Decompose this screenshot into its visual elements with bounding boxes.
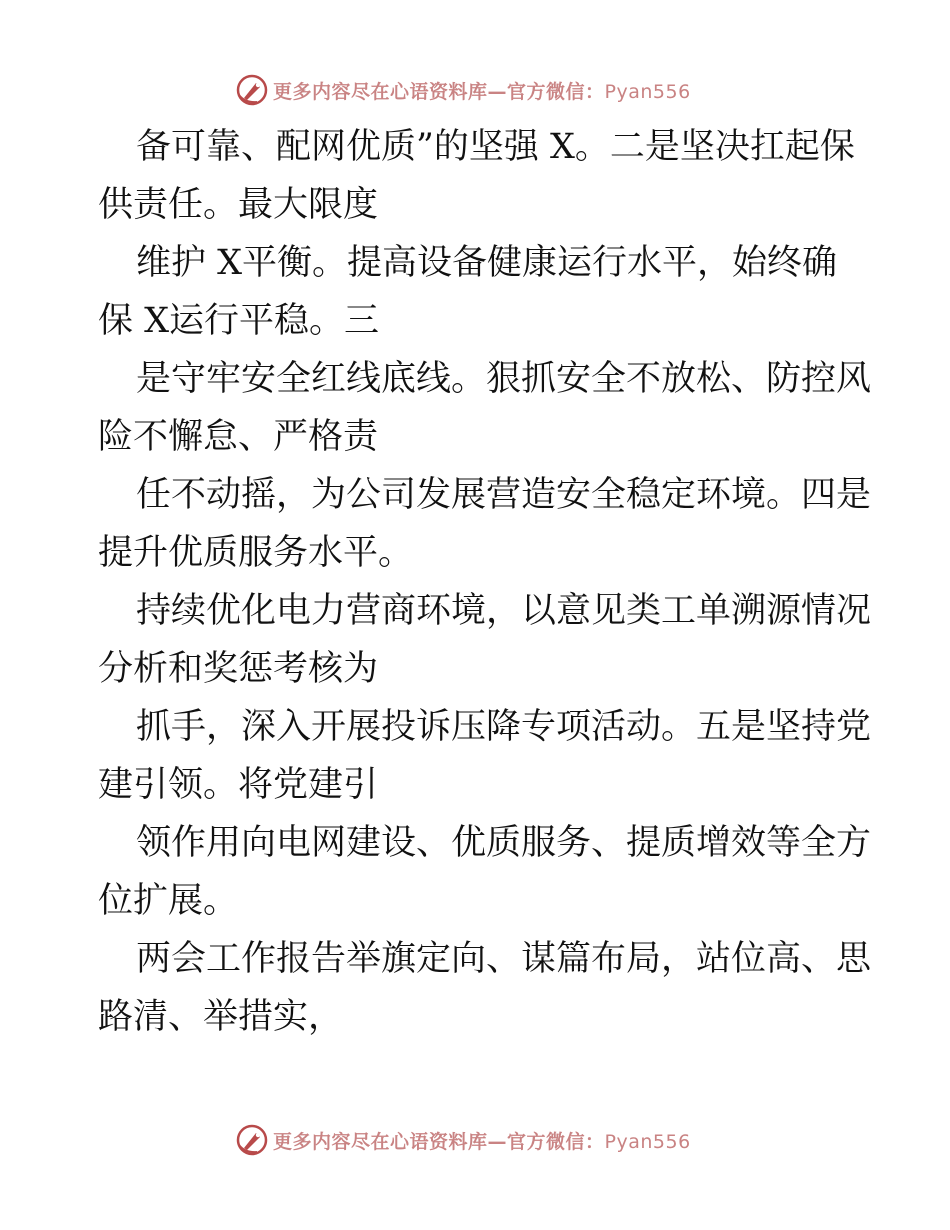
text-line: 建引领。将党建引 (98, 765, 379, 805)
text-line: 领作用向电网建设、优质服务、提质增效等全方 (136, 823, 872, 863)
text-line: 抓手，深入开展投诉压降专项活动。五是坚持党 (136, 707, 872, 747)
body-text (98, 118, 872, 1046)
text-line: 提升优质服务水平。 (98, 533, 414, 573)
text-line: 任不动摇，为公司发展营造安全稳定环境。四是 (136, 475, 872, 515)
text-line: 是守牢安全红线底线。狠抓安全不放松、防控风 (136, 359, 872, 399)
header-banner-label: 更多内容尽在心语资料库—官方微信： (273, 80, 605, 103)
text-line: 维护 X平衡。提高设备健康运行水平，始终确 (136, 243, 838, 283)
footer-banner (235, 1122, 715, 1158)
header-wechat-id: Pyan556 (604, 80, 691, 103)
header-banner (235, 72, 715, 108)
text-line: 供责任。最大限度 (98, 185, 379, 225)
pen-nib-seal-icon (235, 1123, 269, 1157)
footer-banner-label: 更多内容尽在心语资料库—官方微信： (273, 1130, 605, 1153)
footer-wechat-id: Pyan556 (604, 1130, 691, 1153)
text-line: 位扩展。 (98, 881, 239, 921)
text-line: 保 X运行平稳。三 (98, 301, 380, 341)
text-line: 持续优化电力营商环境，以意见类工单溯源情况 (136, 591, 872, 631)
pen-nib-seal-icon (235, 73, 269, 107)
text-line: 两会工作报告举旗定向、谋篇布局，站位高、思 (136, 939, 872, 979)
header-banner-text (273, 77, 691, 104)
text-line: 险不懈怠、严格责 (98, 417, 379, 457)
footer-banner-text (273, 1127, 691, 1154)
text-line: 备可靠、配网优质”的坚强 X。二是坚决扛起保 (136, 127, 855, 167)
text-line: 分析和奖惩考核为 (98, 649, 379, 689)
text-line: 路清、举措实， (98, 997, 344, 1037)
